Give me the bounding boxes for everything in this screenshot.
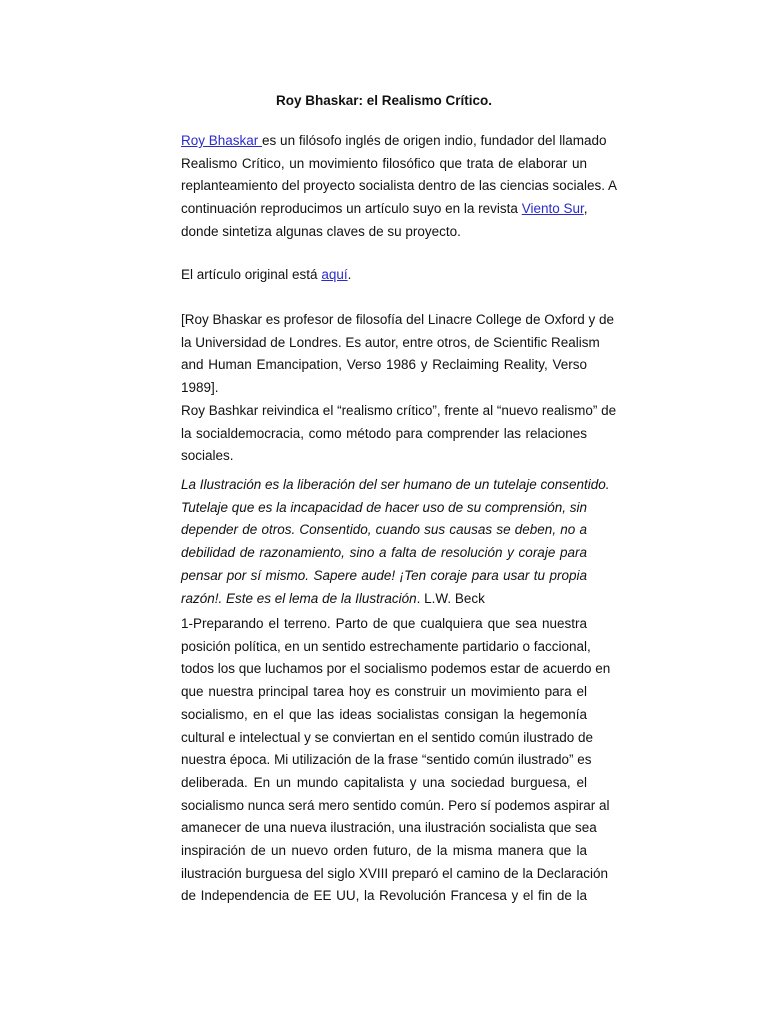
intro-line-3: replanteamiento del proyecto socialista dentro de las ciencias sociales. A <box>181 178 617 194</box>
original-article-link[interactable]: aquí <box>321 267 348 282</box>
beck-quote: La Ilustración es la liberación del ser humano de un tutelaje consentido. Tutelaje que es la incapacidad de hacer uso de su comprensión, sin depender de otros. Consentido, cuando sus causas se deben, no a debilidad de razonamiento, sino a falta de resolución y coraje para pensar por sí mismo. Sapere aude! ¡Ten coraje para usar tu propia razón!. Este es el lema de la Ilustración. L.W. Beck <box>181 477 610 606</box>
quote-attribution: . L.W. Beck <box>416 590 485 606</box>
bio-paragraph: [Roy Bhaskar es profesor de filosofía del Linacre College de Oxford y de la Universidad de Londres. Es autor, entre otros, de Scientific Realism and Human Emancipation, Verso 1986 y Reclaiming Reality, Verso 1989]. Roy Bashkar reivindica el “realismo crítico”, frente al “nuevo realismo” de la socialdemocracia, como método para comprender las relaciones sociales. <box>181 312 617 464</box>
intro-line-1: Roy Bhaskar es un filósofo inglés de origen indio, fundador del llamado <box>181 133 607 148</box>
original-article-paragraph: El artículo original está aquí. <box>181 267 352 282</box>
intro-line-4: continuación reproducimos un artículo suyo en la revista Viento Sur, <box>181 201 588 217</box>
viento-sur-link[interactable]: Viento Sur <box>521 201 584 217</box>
document-title: Roy Bhaskar: el Realismo Crítico. <box>275 93 493 108</box>
intro-line-2: Realismo Crítico, un movimiento filosófico que trata de elaborar un <box>181 155 587 171</box>
section-1-paragraph: 1-Preparando el terreno. Parto de que cualquiera que sea nuestra posición política, en un sentido estrechamente partidario o faccional, todos los que luchamos por el socialismo podemos estar de acuerdo en que nuestra principal tarea hoy es construir un movimiento para el socialismo, en el que las ideas socialistas consigan la hegemonía cultural e intelectual y se conviertan en el sentido común ilustrado de nuestra época. Mi utilización de la frase “sentido común ilustrado” es deliberada. En un mundo capitalista y una sociedad burguesa, el socialismo nunca será mero sentido común. Pero sí podemos aspirar al amanecer de una nueva ilustración, una ilustración socialista que sea inspiración de un nuevo orden futuro, de la misma manera que la ilustración burguesa del siglo XVIII preparó el camino de la Declaración de Independencia de EE UU, la Revolución Francesa y el fin de la <box>181 616 611 904</box>
intro-line-5: donde sintetiza algunas claves de su proyecto. <box>181 223 461 239</box>
intro-paragraph <box>181 130 617 244</box>
roy-bhaskar-link[interactable]: Roy Bhaskar <box>181 133 263 148</box>
